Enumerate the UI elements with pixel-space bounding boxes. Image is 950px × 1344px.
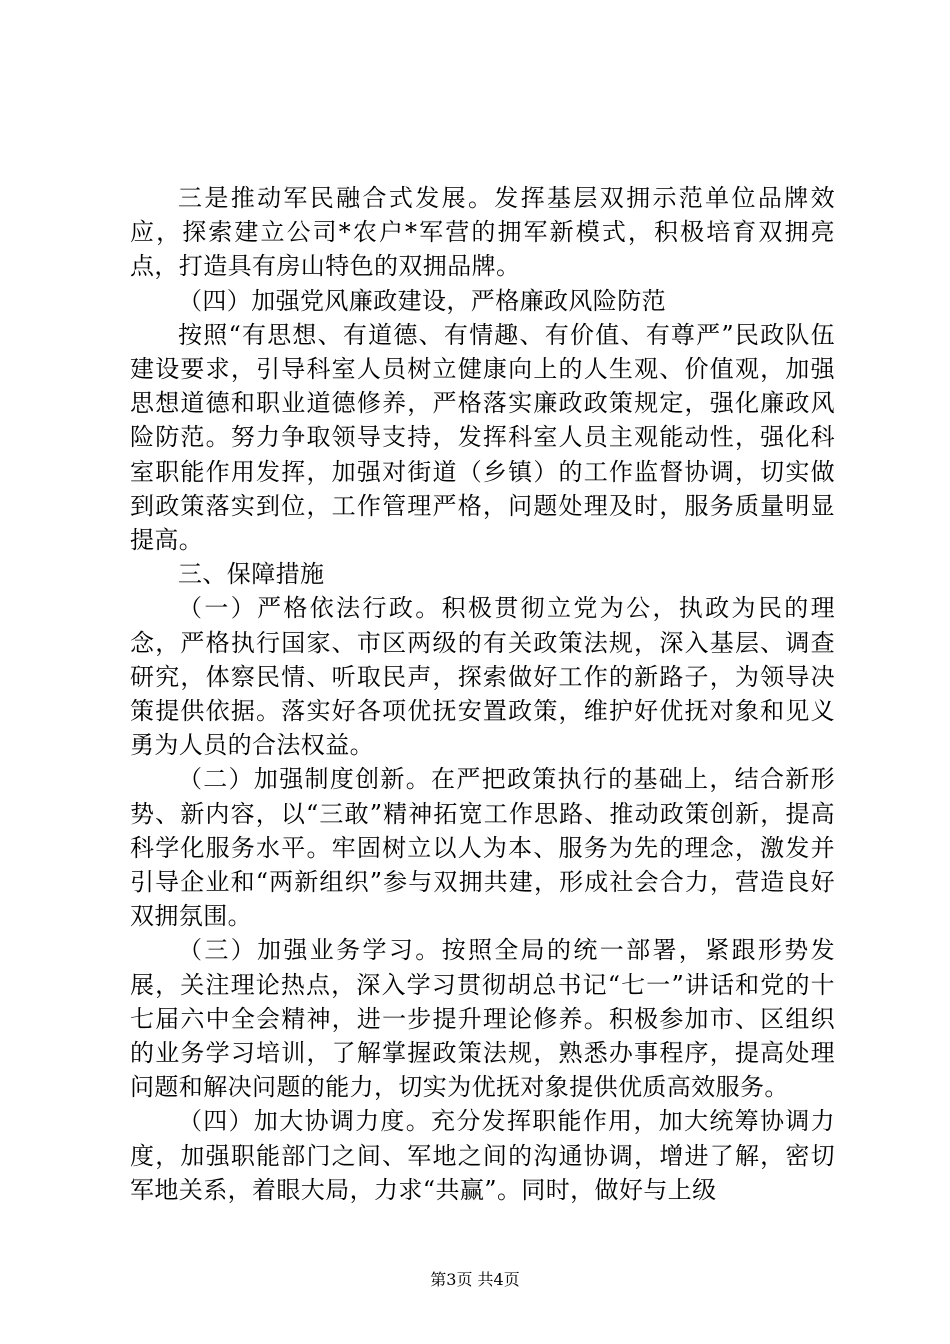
section-heading-integrity: （四）加强党风廉政建设，严格廉政风险防范 xyxy=(178,286,666,315)
page-footer xyxy=(0,1270,950,1290)
paragraph-business-learning: （三）加强业务学习。按照全局的统一部署，紧跟形势发展，关注理论热点，深入学习贯彻胡总书记“七一”讲话和党的十七届六中全会精神，进一步提升理论修养。积极参加市、区组织的业务学习培训，了解掌握政策法规，熟悉办事程序，提高处理问题和解决问题的能力，切实为优抚对象提供优质高效服务。 xyxy=(130,936,835,1102)
section-heading-safeguards: 三、保障措施 xyxy=(178,560,325,589)
paragraph-military-civil-integration: 三是推动军民融合式发展。发挥基层双拥示范单位品牌效应，探索建立公司*农户*军营的拥军新模式，积极培育双拥亮点，打造具有房山特色的双拥品牌。 xyxy=(130,184,835,281)
paragraph-system-innovation: （二）加强制度创新。在严把政策执行的基础上，结合新形势、新内容，以“三敢”精神拓宽工作思路、推动政策创新，提高科学化服务水平。牢固树立以人为本、服务为先的理念，激发并引导企业和“两新组织”参与双拥共建，形成社会合力，营造良好双拥氛围。 xyxy=(130,765,835,931)
page-number: 第3页 共4页 xyxy=(430,1270,520,1289)
paragraph-coordination: （四）加大协调力度。充分发挥职能作用，加大统筹协调力度，加强职能部门之间、军地之间的沟通协调，增进了解，密切军地关系，着眼大局，力求“共赢”。同时，做好与上级 xyxy=(130,1107,835,1204)
paragraph-lawful-administration: （一）严格依法行政。积极贯彻立党为公，执政为民的理念，严格执行国家、市区两级的有关政策法规，深入基层、调查研究，体察民情、听取民声，探索做好工作的新路子，为领导决策提供依据。落实好各项优抚安置政策，维护好优抚对象和见义勇为人员的合法权益。 xyxy=(130,594,835,760)
paragraph-integrity-measures: 按照“有思想、有道德、有情趣、有价值、有尊严”民政队伍建设要求，引导科室人员树立健康向上的人生观、价值观，加强思想道德和职业道德修养，严格落实廉政政策规定，强化廉政风险防范。努力争取领导支持，发挥科室人员主观能动性，强化科室职能作用发挥，加强对街道（乡镇）的工作监督协调，切实做到政策落实到位，工作管理严格，问题处理及时，服务质量明显提高。 xyxy=(130,320,835,555)
document-body xyxy=(130,181,835,1207)
